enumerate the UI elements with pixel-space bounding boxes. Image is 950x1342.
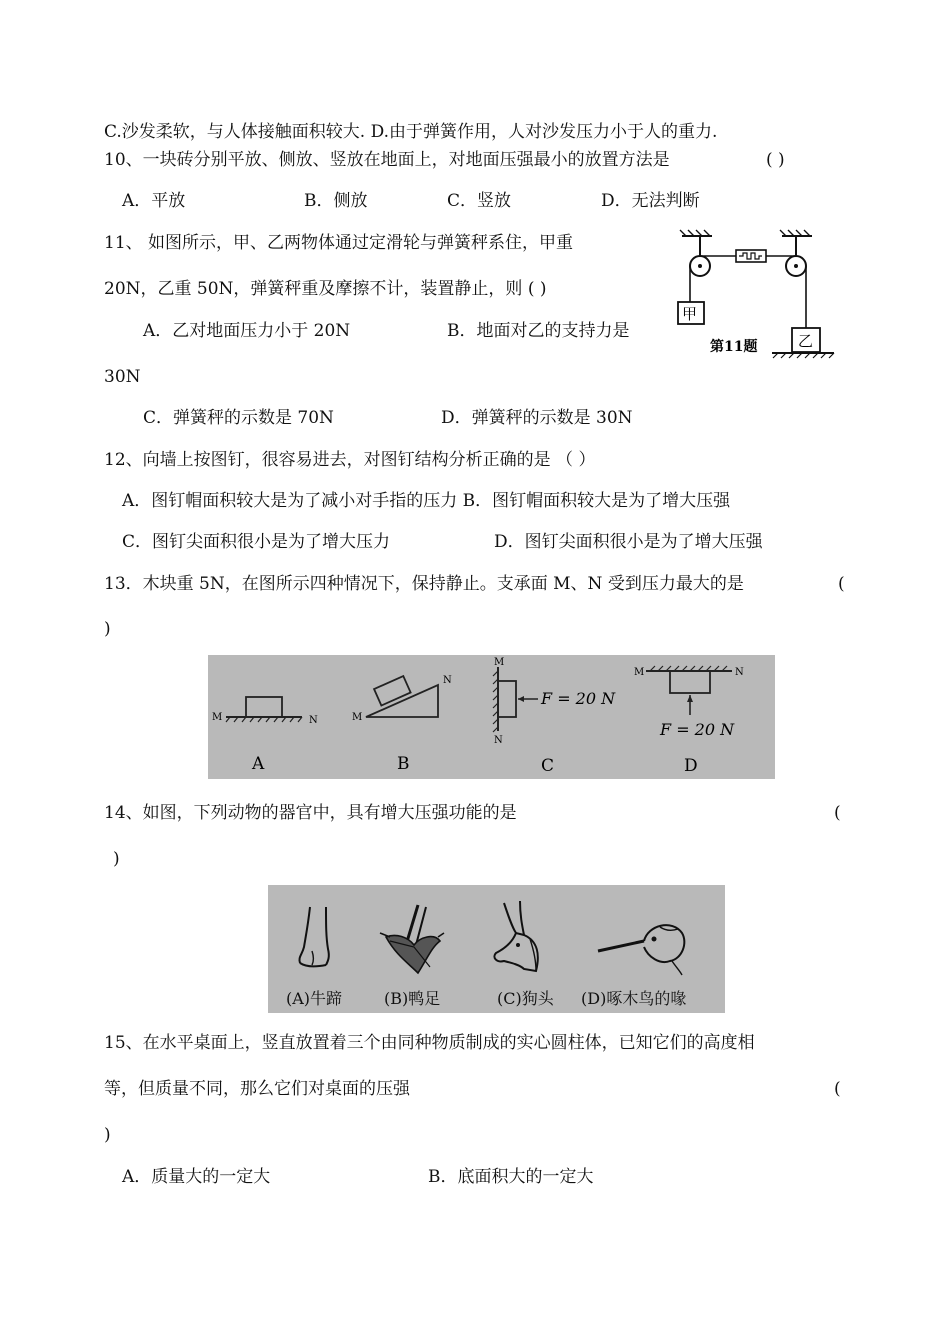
q15-paren-open: ( [834,1079,841,1099]
q14-caption-d: (D)啄木鸟的喙 [581,989,687,1008]
q13-panel-d-label: D [684,756,698,776]
duck-foot-icon [380,905,444,973]
q10-answer-blank: ( ) [766,150,785,170]
q11-option-b: B．地面对乙的支持力是 [447,321,630,341]
q12-stem: 12、向墙上按图钉，很容易进去，对图钉结构分析正确的是 （ ） [104,450,596,470]
q14-figure [268,885,725,1013]
q13-c-force: F = 20 N [541,689,616,708]
q10-option-d: D．无法判断 [601,191,700,211]
q13-paren-close: ) [104,619,111,639]
ox-hoof-icon [299,907,328,966]
q14-paren-close: ) [113,849,120,869]
q11-label-yi: 乙 [798,332,814,350]
q13-stem: 13．木块重 5N，在图所示四种情况下，保持静止。支承面 M、N 受到压力最大的是 [104,574,744,594]
q11-stem-line1: 11、 如图所示，甲、乙两物体通过定滑轮与弹簧秤系住，甲重 [104,233,574,253]
q15-paren-close: ) [104,1125,111,1145]
q11-pulley-figure [672,228,842,368]
q13-c-label-m: M [494,657,505,668]
q13-b-label-m: M [352,712,363,723]
q10-stem: 10、一块砖分别平放、侧放、竖放在地面上，对地面压强最小的放置方法是 [104,150,670,170]
q14-caption-a: (A)牛蹄 [286,989,343,1008]
q13-b-label-n: N [443,675,452,686]
q13-d-label-m: M [634,667,645,678]
q13-panel-b-label: B [397,754,410,774]
q14-caption-c: (C)狗头 [497,989,554,1008]
woodpecker-icon [598,925,684,975]
q13-a-label-n: N [309,715,318,726]
q11-option-a: A．乙对地面压力小于 20N [143,321,351,341]
q11-stem-line2: 20N，乙重 50N，弹簧秤重及摩擦不计，装置静止，则 ( ) [104,279,547,299]
q14-stem: 14、如图，下列动物的器官中，具有增大压强功能的是 [104,803,517,823]
q12-options-ab: A．图钉帽面积较大是为了减小对手指的压力 B．图钉帽面积较大是为了增大压强 [122,491,731,511]
q11-option-d: D．弹簧秤的示数是 30N [441,408,633,428]
q11-option-b-continued: 30N [104,367,141,387]
q13-a-label-m: M [212,712,223,723]
q11-option-c: C．弹簧秤的示数是 70N [143,408,334,428]
q10-option-a: A．平放 [122,191,186,211]
q14-caption-b: (B)鸭足 [384,989,441,1008]
q15-stem-line2: 等，但质量不同，那么它们对桌面的压强 [104,1079,410,1099]
q13-panel-a-label: A [252,754,265,774]
q11-label-jia: 甲 [682,305,698,323]
q10-option-c: C．竖放 [447,191,512,211]
q13-panel-c-label: C [541,756,555,776]
q13-c-label-n: N [494,735,503,746]
q13-d-force: F = 20 N [660,720,735,739]
q11-figure-caption: 第11题 [710,339,758,355]
q14-paren-open: ( [834,803,841,823]
q13-paren-open: ( [838,574,845,594]
dog-head-icon [494,901,537,971]
q9-options-cd: C.沙发柔软，与人体接触面积较大. D.由于弹簧作用，人对沙发压力小于人的重力. [104,122,718,142]
q15-option-a: A．质量大的一定大 [122,1167,271,1187]
q13-d-label-n: N [735,667,744,678]
q15-option-b: B．底面积大的一定大 [428,1167,594,1187]
q12-option-d: D．图钉尖面积很小是为了增大压强 [494,532,763,552]
q10-option-b: B．侧放 [304,191,368,211]
q13-figure [208,655,775,779]
q12-option-c: C．图钉尖面积很小是为了增大压力 [122,532,391,552]
q15-stem-line1: 15、在水平桌面上，竖直放置着三个由同种物质制成的实心圆柱体，已知它们的高度相 [104,1033,755,1053]
